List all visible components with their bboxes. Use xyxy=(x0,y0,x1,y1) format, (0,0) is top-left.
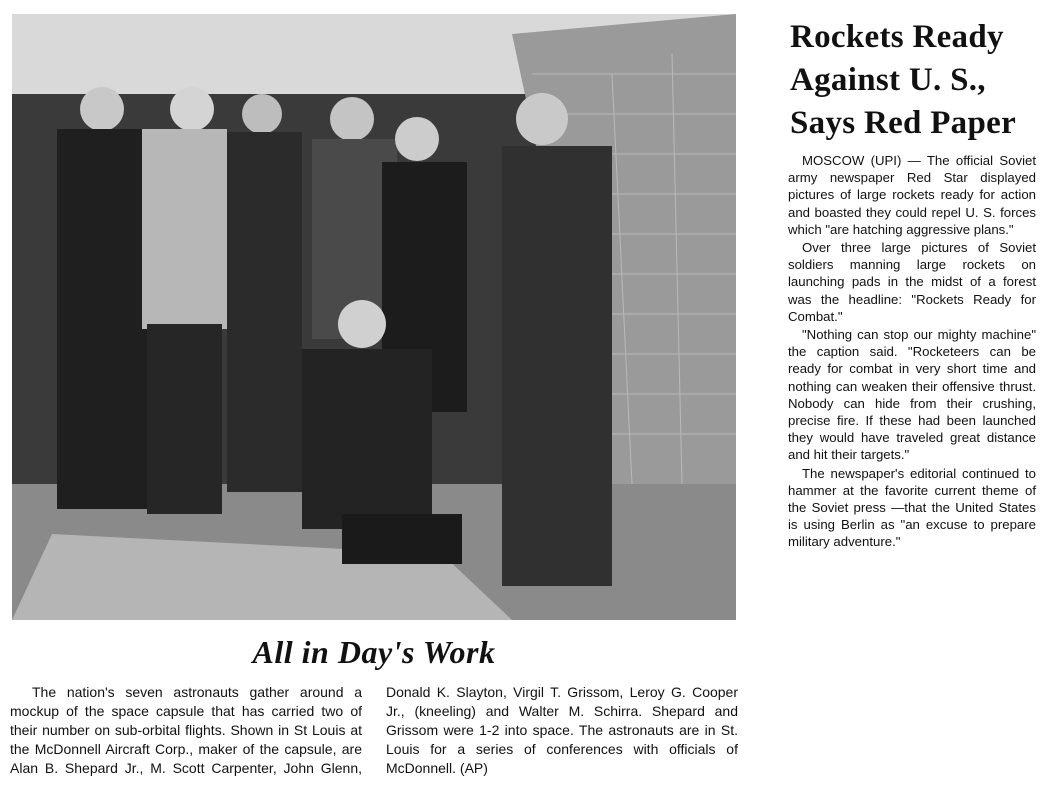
photo-caption-body xyxy=(10,683,738,801)
article-paragraph: The newspaper's editorial continued to hammer at the favorite current theme of the Soviet press —that the United States is using Berlin as "an excuse to prepare military adventure." xyxy=(788,465,1036,550)
photo-caption-text: The nation's seven astronauts gather around a mockup of the space capsule that has carried two of their number on sub-orbital flights. Shown in St Louis at the McDonnell Aircraft Corp., maker of the capsule, are Alan B. Shepard Jr., M. Scott Carpenter, John Glenn, Donald K. Slayton, Virgil T. Grissom, Leroy G. Cooper Jr., (kneeling) and Walter M. Schirra. Shepard and Grissom were 1-2 into space. The astronauts are in St. Louis for a series of conferences with officials of McDonnell. (AP) xyxy=(10,684,738,776)
article-paragraph: "Nothing can stop our mighty machine" the caption said. "Rocketeers can be ready for combat in very short time and nothing can weaken their offensive thrust. Nobody can hide from their crushing, precise fire. If these had been launched they would have traveled great distance and hit their targets." xyxy=(788,327,1036,463)
astronauts-photo xyxy=(12,14,736,620)
photo-caption-title: All in Day's Work xyxy=(252,634,496,670)
article-paragraph: MOSCOW (UPI) — The official Soviet army newspaper Red Star displayed pictures of large rockets ready for action and boasted they could repel U. S. forces which "are hatching aggressive plans." xyxy=(788,153,1036,237)
photo-illustration xyxy=(12,14,736,620)
article-headline: Rockets Ready Against U. S., Says Red Paper xyxy=(790,19,1017,141)
article-paragraph: Over three large pictures of Soviet soldiers manning large rockets on launching pads in the midst of a forest was the headline: "Rockets Ready for Combat." xyxy=(788,240,1036,324)
article-body xyxy=(788,152,1036,552)
